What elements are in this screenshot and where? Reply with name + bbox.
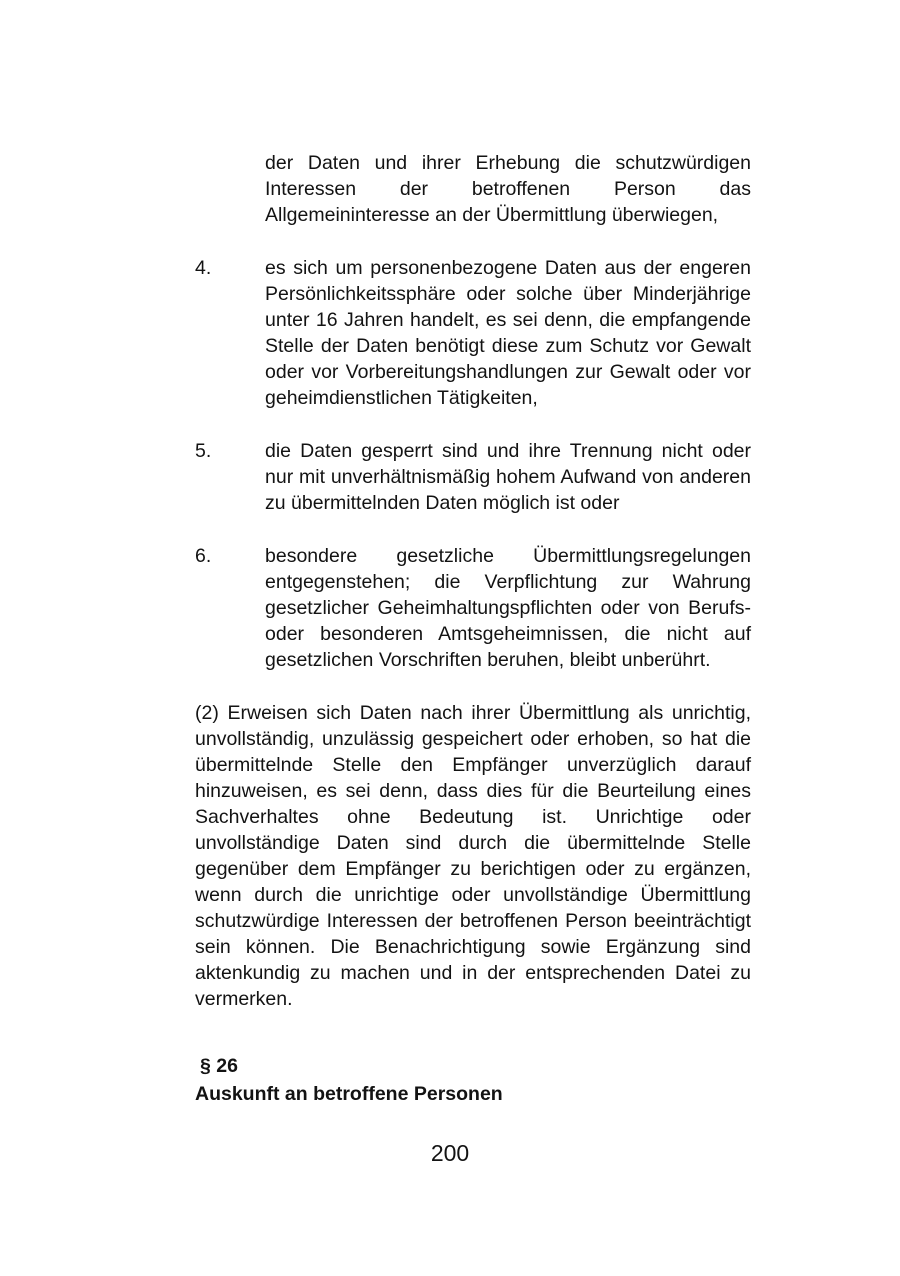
section-number: § 26	[200, 1055, 238, 1077]
list-item-text: die Daten gesperrt sind und ihre Trennung nicht oder nur mit unverhältnismäßig hohem Aufwand von anderen zu übermittelnden Daten möglich ist oder	[265, 440, 751, 514]
list-item-4	[195, 255, 751, 411]
list-item-6	[195, 543, 751, 673]
list-item-number: 6.	[195, 545, 212, 567]
section-heading	[195, 1052, 751, 1108]
paragraph-2: (2) Erweisen sich Daten nach ihrer Übermittlung als unrichtig, unvollständig, unzulässig gespeichert oder erhoben, so hat die übermittelnde Stelle den Empfänger unverzüglich darauf hinzuweisen, es sei denn, dass dies für die Beurteilung eines Sachverhaltes ohne Bedeutung ist. Unrichtige oder unvollständige Daten sind durch die übermittelnde Stelle gegenüber dem Empfänger zu berichtigen oder zu ergänzen, wenn durch die unrichtige oder unvollständige Übermittlung schutzwürdige Interessen der betroffenen Person beeinträchtigt sein können. Die Benachrichtigung sowie Ergänzung sind aktenkundig zu machen und in der entsprechenden Datei zu vermerken.	[195, 702, 751, 1010]
section-title: Auskunft an betroffene Personen	[195, 1083, 503, 1105]
list-item-text: besondere gesetzliche Übermittlungsregelungen entgegenstehen; die Verpflichtung zur Wahrung gesetzlicher Geheimhaltungspflichten oder von Berufs- oder besonderen Amtsgeheimnissen, die nicht auf gesetzlichen Vorschriften beruhen, bleibt unberührt.	[265, 545, 751, 671]
page-number: 200	[430, 1140, 470, 1166]
list-item-5	[195, 438, 751, 516]
document-text-column	[195, 150, 751, 1108]
list-item-number: 4.	[195, 257, 212, 279]
list-item-text: es sich um personenbezogene Daten aus der engeren Persönlichkeitssphäre oder solche über Minderjährige unter 16 Jahren handelt, es sei denn, die empfangende Stelle der Daten benötigt diese zum Schutz vor Gewalt oder vor Vorbereitungshandlungen zur Gewalt oder vor geheimdienstlichen Tätigkeiten,	[265, 257, 751, 409]
list-item-number: 5.	[195, 440, 212, 462]
continuation-paragraph: der Daten und ihrer Erhebung die schutzwürdigen Interessen der betroffenen Person das Allgemeininteresse an der Übermittlung überwiegen,	[265, 152, 751, 226]
